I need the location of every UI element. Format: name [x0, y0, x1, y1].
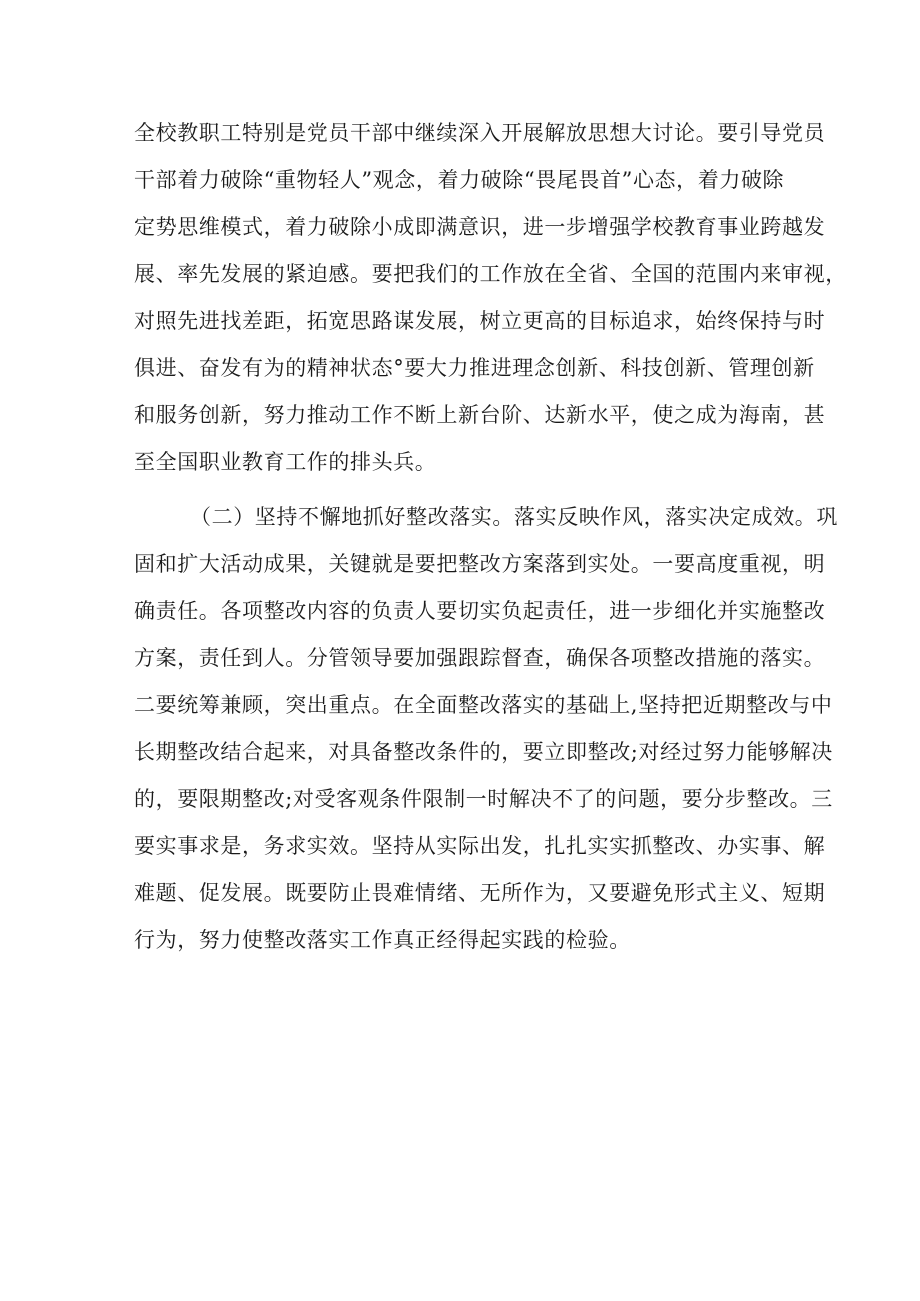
- paragraph-line: （二）坚持不懈地抓好整改落实。落实反映作风，落实决定成效。巩: [190, 505, 838, 529]
- paragraph-line: 二要统筹兼顾，突出重点。在全面整改落实的基础上,坚持把近期整改与中: [134, 693, 833, 717]
- paragraph-1: [134, 110, 847, 486]
- paragraph-line: 确责任。各项整改内容的负责人要切实负起责任，进一步细化并实施整改: [134, 599, 826, 623]
- paragraph-line: 方案，责任到人。分管领导要加强跟踪督查，确保各项整改措施的落实。: [134, 646, 826, 670]
- paragraph-line: 干部着力破除“重物轻人”观念，着力破除“畏尾畏首”心态，着力破除: [134, 168, 785, 192]
- paragraph-line: 至全国职业教育工作的排头兵。: [134, 450, 437, 474]
- paragraph-line: 定势思维模式，着力破除小成即满意识，进一步增强学校教育事业跨越发: [134, 215, 826, 239]
- paragraph-line: 展、率先发展的紧迫感。要把我们的工作放在全省、全国的范围内来审视，: [134, 262, 847, 286]
- paragraph-line: 长期整改结合起来，对具备整改条件的，要立即整改;对经过努力能够解决: [134, 740, 833, 764]
- paragraph-line: 要实事求是，务求实效。坚持从实际出发，扎扎实实抓整改、办实事、解: [134, 834, 826, 858]
- paragraph-line: 对照先进找差距，拓宽思路谋发展，树立更高的目标追求，始终保持与时: [134, 309, 826, 333]
- paragraph-line: 行为，努力使整改落实工作真正经得起实践的检验。: [134, 928, 631, 952]
- paragraph-line: 固和扩大活动成果，关键就是要把整改方案落到实处。一要高度重视，明: [134, 552, 826, 576]
- paragraph-line: 俱进、奋发有为的精神状态°要大力推进理念创新、科技创新、管理创新: [134, 356, 815, 380]
- paragraph-line: 全校教职工特别是党员干部中继续深入开展解放思想大讨论。要引导党员: [134, 121, 826, 145]
- paragraph-line: 和服务创新，努力推动工作不断上新台阶、达新水平，使之成为海南，甚: [134, 403, 826, 427]
- paragraph-line: 难题、促发展。既要防止畏难情绪、无所作为，又要避免形式主义、短期: [134, 881, 826, 905]
- paragraph-line: 的，要限期整改;对受客观条件限制一时解决不了的问题，要分步整改。三: [134, 787, 833, 811]
- paragraph-2: [134, 494, 838, 964]
